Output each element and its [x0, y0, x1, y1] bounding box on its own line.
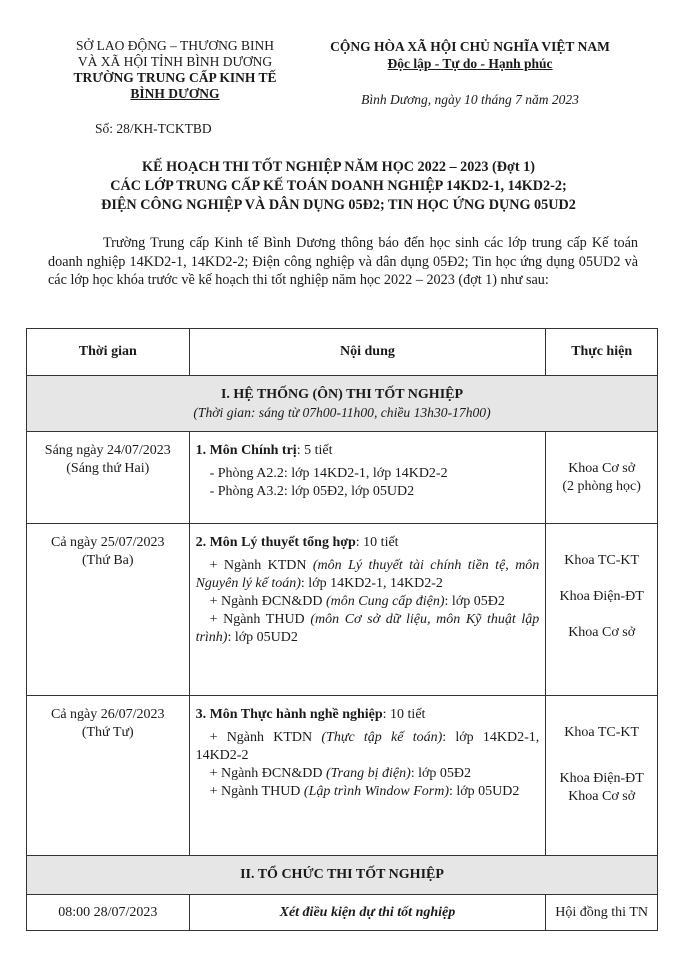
row3-dcn-subjects: (Trang bị điện): [325, 766, 411, 781]
row1-day: (Sáng thứ Hai): [66, 461, 150, 476]
row1-room-1: - Phòng A2.2: lớp 14KD2-1, lớp 14KD2-2: [209, 466, 448, 481]
row4-time: 08:00 28/07/2023: [27, 895, 190, 931]
row3-date: Cả ngày 26/07/2023: [51, 707, 165, 722]
org-line-1: SỞ LAO ĐỘNG – THƯƠNG BINH: [75, 38, 275, 53]
row3-ktdn-prefix: + Ngành KTDN: [209, 730, 322, 745]
document-title: [30, 158, 647, 215]
issuing-organization: [40, 38, 310, 102]
row3-dcn-classes: : lớp 05Đ2: [410, 766, 472, 781]
table-header-row: [27, 329, 658, 376]
section-review-subtitle: (Thời gian: sáng từ 07h00-11h00, chiều 13h30-17h00): [193, 404, 491, 420]
table-row: [27, 895, 658, 931]
row2-ktdn-prefix: + Ngành KTDN: [209, 558, 313, 573]
row2-major-ktdn: [196, 557, 540, 593]
row2-subject-line: [196, 534, 540, 552]
row3-executor: [546, 696, 658, 856]
section-exam-cell: [27, 856, 658, 895]
intro-paragraph: Trường Trung cấp Kinh tế Bình Dương thông báo đến học sinh các lớp trung cấp Kế toán doanh nghiệp 14KD2-1, 14KD2-2; Điện công nghiệp và dân dụng 05Đ2; Tin học ứng dụng 05UD2 và các lớp học khóa trước về kế hoạch thi tốt nghiệp năm học 2022 – 2023 (đợt 1) như sau:: [48, 235, 638, 288]
row2-thud-subjects: (môn Cơ sở dữ liệu, môn Kỹ thuật lập trình): [195, 612, 540, 645]
row2-day: (Thứ Ba): [82, 553, 134, 568]
row3-ktdn-classes: : lớp 14KD2-1, 14KD2-2: [195, 730, 540, 763]
row2-periods: : 10 tiết: [355, 535, 399, 550]
schedule-table: [26, 328, 658, 931]
row2-exec-2: Khoa Điện-ĐT: [559, 589, 644, 604]
row3-subject-line: [196, 706, 540, 724]
row1-subject: 1. Môn Chính trị: [195, 443, 297, 458]
row2-content: [189, 524, 546, 696]
table-row: [27, 524, 658, 696]
row3-time: [27, 696, 190, 856]
document-number: Số: 28/KH-TCKTBD: [95, 121, 212, 136]
school-line-2: BÌNH DƯƠNG: [130, 86, 220, 101]
row3-content: [189, 696, 546, 856]
row1-content: [189, 432, 546, 524]
row4-content: Xét điều kiện dự thi tốt nghiệp: [189, 895, 546, 931]
section-exam-title: II. TỔ CHỨC THI TỐT NGHIỆP: [240, 867, 444, 882]
title-line-3: ĐIỆN CÔNG NGHIỆP VÀ DÂN DỤNG 05Đ2; TIN HỌC ỨNG DỤNG 05UD2: [101, 197, 576, 213]
row2-dcn-classes: : lớp 05Đ2: [444, 594, 505, 609]
table-row: [27, 696, 658, 856]
section-review-title: I. HỆ THỐNG (ÔN) THI TỐT NGHIỆP: [220, 386, 464, 402]
row2-subject: 2. Môn Lý thuyết tổng hợp: [195, 535, 356, 550]
nation-name: CỘNG HÒA XÃ HỘI CHỦ NGHĨA VIỆT NAM: [330, 39, 610, 54]
row3-exec-2: Khoa Điện-ĐT: [559, 771, 644, 786]
row3-thud-classes: : lớp 05UD2: [449, 784, 520, 799]
issue-date: Bình Dương, ngày 10 tháng 7 năm 2023: [361, 92, 579, 107]
row1-executor: [546, 432, 658, 524]
section-row-review: [27, 376, 658, 432]
row3-major-thud: [196, 783, 540, 801]
row1-exec-1: Khoa Cơ sở: [568, 460, 636, 476]
header-time: Thời gian: [27, 329, 190, 376]
row2-dcn-prefix: + Ngành ĐCN&DD: [209, 594, 326, 609]
row1-date: Sáng ngày 24/07/2023: [44, 443, 171, 458]
row2-major-dcn: [196, 593, 540, 611]
row3-thud-subjects: (Lập trình Window Form): [303, 784, 449, 799]
title-line-1: KẾ HOẠCH THI TỐT NGHIỆP NĂM HỌC 2022 – 2023 (Đợt 1): [142, 159, 535, 175]
row2-time: [27, 524, 190, 696]
row2-ktdn-subjects: (môn Lý thuyết tài chính tiền tệ, môn Nguyên lý kế toán): [195, 558, 540, 591]
row1-time: [27, 432, 190, 524]
header-executor: Thực hiện: [546, 329, 658, 376]
section-row-exam: [27, 856, 658, 895]
row3-major-dcn: [196, 765, 540, 783]
table-row: [27, 432, 658, 524]
header-content: Nội dung: [189, 329, 546, 376]
row2-exec-3: Khoa Cơ sở: [568, 625, 636, 640]
school-line-1: TRƯỜNG TRUNG CẤP KINH TẾ: [73, 70, 277, 85]
org-line-2: VÀ XÃ HỘI TỈNH BÌNH DƯƠNG: [77, 54, 273, 69]
row2-thud-classes: : lớp 05UD2: [227, 630, 298, 645]
row1-subject-line: [196, 442, 540, 460]
national-heading: [305, 38, 635, 72]
row1-room-2: - Phòng A3.2: lớp 05Đ2, lớp 05UD2: [209, 484, 415, 499]
row3-dcn-prefix: + Ngành ĐCN&DD: [209, 766, 326, 781]
row3-ktdn-subjects: (Thực tập kế toán): [321, 730, 443, 745]
row3-exec-3: Khoa Cơ sở: [568, 789, 636, 804]
row4-executor: Hội đồng thi TN: [546, 895, 658, 931]
row3-subject: 3. Môn Thực hành nghề nghiệp: [195, 707, 383, 722]
row2-exec-1: Khoa TC-KT: [564, 553, 640, 568]
row2-date: Cả ngày 25/07/2023: [51, 535, 165, 550]
row2-executor: [546, 524, 658, 696]
row2-major-thud: [196, 611, 540, 647]
row3-thud-prefix: + Ngành THUD: [209, 784, 304, 799]
title-line-2: CÁC LỚP TRUNG CẤP KẾ TOÁN DOANH NGHIỆP 14KD2-1, 14KD2-2;: [110, 178, 567, 194]
national-motto: Độc lập - Tự do - Hạnh phúc: [387, 56, 553, 71]
row1-periods: : 5 tiết: [296, 443, 333, 458]
row3-exec-1: Khoa TC-KT: [564, 725, 640, 740]
row3-major-ktdn: [196, 729, 540, 765]
row2-thud-prefix: + Ngành THUD: [209, 612, 311, 627]
row1-exec-2: (2 phòng học): [562, 478, 641, 494]
row3-day: (Thứ Tư): [81, 725, 134, 740]
section-review-cell: [27, 376, 658, 432]
row2-ktdn-classes: : lớp 14KD2-1, 14KD2-2: [300, 576, 443, 591]
row2-dcn-subjects: (môn Cung cấp điện): [325, 594, 445, 609]
row3-periods: : 10 tiết: [382, 707, 426, 722]
